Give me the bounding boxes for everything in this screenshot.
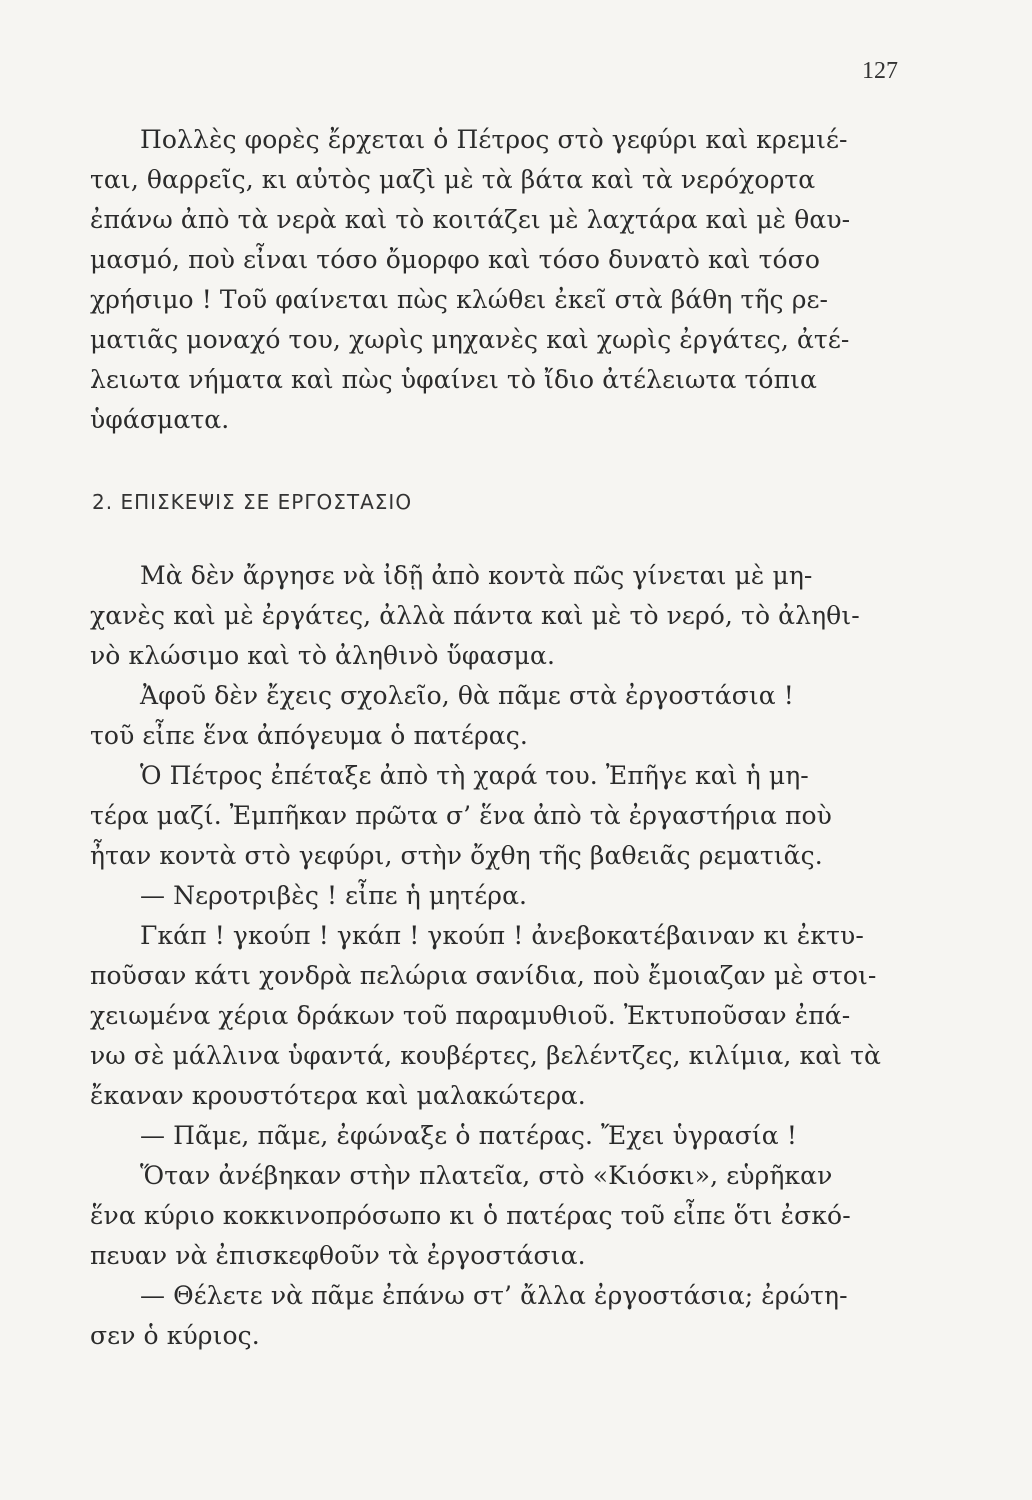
text-line: Πολλὲς φορὲς ἔρχεται ὁ Πέτρος στὸ γεφύρι καὶ κρεμιέ-: [140, 125, 848, 154]
text-line: — Νεροτριβὲς ! εἶπε ἡ μητέρα.: [140, 881, 528, 910]
text-line: Γκάπ ! γκούπ ! γκάπ ! γκούπ ! ἀνεβοκατέβαιναν κι ἐκτυ-: [140, 921, 864, 950]
text-line: Ἀφοῦ δὲν ἔχεις σχολεῖο, θὰ πᾶμε στὰ ἐργοστάσια !: [140, 681, 794, 710]
text-line: πευαν νὰ ἐπισκεφθοῦν τὰ ἐργοστάσια.: [90, 1241, 586, 1270]
text-line: ποῦσαν κάτι χονδρὰ πελώρια σανίδια, ποὺ ἔμοιαζαν μὲ στοι-: [90, 961, 877, 990]
text-line: ἐπάνω ἀπὸ τὰ νερὰ καὶ τὸ κοιτάζει μὲ λαχτάρα καὶ μὲ θαυ-: [90, 205, 851, 234]
text-line: χειωμένα χέρια δράκων τοῦ παραμυθιοῦ. Ἐκτυποῦσαν ἐπά-: [90, 1001, 851, 1030]
text-line: ἔκαναν κρουστότερα καὶ μαλακώτερα.: [90, 1081, 586, 1110]
text-line: — Πᾶμε, πᾶμε, ἐφώναξε ὁ πατέρας. Ἔχει ὑγρασία !: [140, 1121, 797, 1150]
text-line: νὸ κλώσιμο καὶ τὸ ἀληθινὸ ὕφασμα.: [90, 641, 556, 670]
text-line: λειωτα νήματα καὶ πὼς ὑφαίνει τὸ ἴδιο ἀτέλειωτα τόπια: [90, 365, 818, 394]
text-line: μασμό, ποὺ εἶναι τόσο ὄμορφο καὶ τόσο δυνατὸ καὶ τόσο: [90, 245, 821, 274]
section-body: [90, 556, 920, 1356]
page-number: 127: [862, 58, 898, 84]
opening-paragraph: [90, 120, 920, 440]
text-line: Ὁ Πέτρος ἐπέταξε ἀπὸ τὴ χαρά του. Ἐπῆγε καὶ ἡ μη-: [140, 761, 809, 790]
section-heading: 2. ΕΠΙΣΚΕΨΙΣ ΣΕ ΕΡΓΟΣΤΑΣΙΟ: [92, 490, 413, 514]
text-line: χανὲς καὶ μὲ ἐργάτες, ἀλλὰ πάντα καὶ μὲ τὸ νερό, τὸ ἀληθι-: [90, 601, 860, 630]
text-line: ὑφάσματα.: [90, 405, 230, 434]
text-line: νω σὲ μάλλινα ὑφαντά, κουβέρτες, βελέντζες, κιλίμια, καὶ τὰ: [90, 1041, 882, 1070]
text-line: — Θέλετε νὰ πᾶμε ἐπάνω στ’ ἄλλα ἐργοστάσια; ἐρώτη-: [140, 1281, 848, 1310]
text-line: ἕνα κύριο κοκκινοπρόσωπο κι ὁ πατέρας τοῦ εἶπε ὅτι ἐσκό-: [90, 1201, 851, 1230]
text-line: τέρα μαζί. Ἐμπῆκαν πρῶτα σ’ ἕνα ἀπὸ τὰ ἐργαστήρια ποὺ: [90, 801, 832, 830]
text-line: Μὰ δὲν ἄργησε νὰ ἰδῇ ἀπὸ κοντὰ πῶς γίνεται μὲ μη-: [140, 561, 813, 590]
text-line: τοῦ εἶπε ἕνα ἀπόγευμα ὁ πατέρας.: [90, 721, 528, 750]
text-line: Ὅταν ἀνέβηκαν στὴν πλατεῖα, στὸ «Κιόσκι», εὑρῆκαν: [140, 1161, 833, 1190]
text-line: χρήσιμο ! Τοῦ φαίνεται πὼς κλώθει ἐκεῖ στὰ βάθη τῆς ρε-: [90, 285, 829, 314]
text-line: ται, θαρρεῖς, κι αὐτὸς μαζὶ μὲ τὰ βάτα καὶ τὰ νερόχορτα: [90, 165, 816, 194]
text-line: ματιᾶς μοναχό του, χωρὶς μηχανὲς καὶ χωρὶς ἐργάτες, ἀτέ-: [90, 325, 850, 354]
text-line: σεν ὁ κύριος.: [90, 1321, 260, 1350]
text-line: ἦταν κοντὰ στὸ γεφύρι, στὴν ὄχθη τῆς βαθειᾶς ρεματιᾶς.: [90, 841, 823, 870]
